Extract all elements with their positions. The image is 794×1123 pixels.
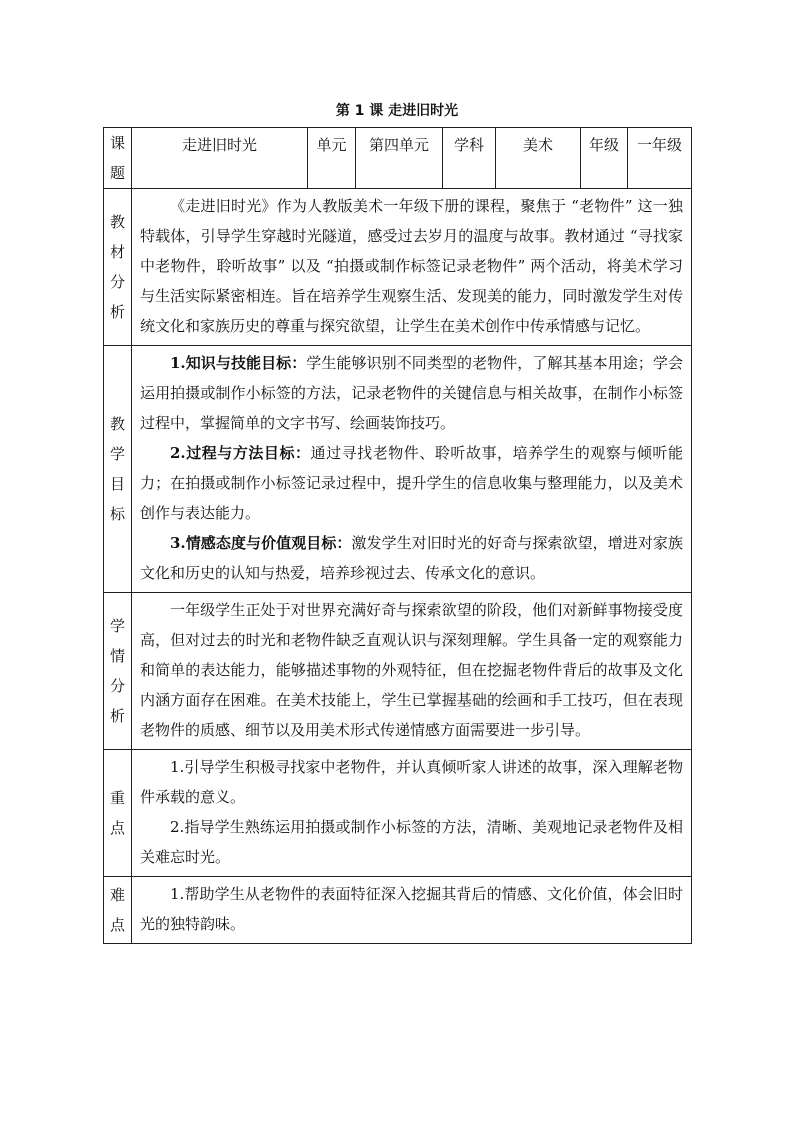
section-paragraph	[140, 438, 683, 528]
label-char: 标	[109, 505, 125, 523]
section-label	[104, 877, 132, 944]
label-char: 重	[109, 789, 125, 807]
header-row	[104, 128, 692, 189]
page-title: 第 1 课 走进旧时光	[335, 103, 459, 119]
label-char: 学	[109, 617, 125, 635]
paragraph-text: 1.引导学生积极寻找家中老物件，并认真倾听家人讲述的故事，深入理解老物件承载的意义。	[140, 758, 683, 806]
section-row-difficulties	[104, 877, 692, 944]
grade-label: 年级	[581, 128, 628, 189]
objective-heading: 1.知识与技能目标：	[170, 354, 307, 372]
section-content	[132, 750, 692, 877]
label-char: 情	[109, 647, 125, 665]
objective-heading: 3.情感态度与价值观目标：	[170, 534, 352, 552]
section-paragraph	[140, 879, 683, 939]
section-label	[104, 593, 132, 750]
topic-label	[104, 128, 132, 189]
paragraph-text: 激发学生对旧时光的好奇与探索欲望，增进对家族文化和历史的认知与热爱，培养珍视过去、传承文化的意识。	[140, 534, 683, 582]
paragraph-text: 通过寻找老物件、聆听故事，培养学生的观察与倾听能力；在拍摄或制作小标签记录过程中，提升学生的信息收集与整理能力，以及美术创作与表达能力。	[140, 444, 683, 522]
paragraph-text: 《走进旧时光》作为人教版美术一年级下册的课程，聚焦于 “老物件” 这一独特载体，引导学生穿越时光隧道，感受过去岁月的温度与故事。教材通过 “寻找家中老物件，聆听故事” 以及 “拍摄或制作标签记录老物件” 两个活动，将美术学习与生活实际紧密相连。旨在培养学生观察生活、发现美的能力，同时激发学生对传统文化和家族历史的尊重与探究欲望，让学生在美术创作中传承情感与记忆。	[140, 197, 683, 335]
section-content	[132, 346, 692, 593]
label-char: 题	[109, 164, 125, 182]
objective-heading: 2.过程与方法目标：	[170, 444, 311, 462]
label-char: 点	[109, 916, 125, 934]
label-char: 析	[109, 303, 125, 321]
paragraph-text: 2.指导学生熟练运用拍摄或制作小标签的方法，清晰、美观地记录老物件及相关难忘时光。	[140, 818, 683, 866]
section-row-learner-analysis	[104, 593, 692, 750]
label-char: 点	[109, 819, 125, 837]
label-char: 分	[109, 677, 125, 695]
section-paragraph	[140, 191, 683, 341]
grade-value: 一年级	[628, 128, 692, 189]
label-char: 分	[109, 273, 125, 291]
section-paragraph	[140, 348, 683, 438]
unit-label: 单元	[308, 128, 356, 189]
section-label	[104, 346, 132, 593]
label-char: 学	[109, 445, 125, 463]
section-label	[104, 189, 132, 346]
section-paragraph	[140, 528, 683, 588]
subject-label: 学科	[443, 128, 496, 189]
section-content	[132, 189, 692, 346]
label-char: 课	[109, 134, 125, 152]
unit-value: 第四单元	[356, 128, 443, 189]
paragraph-text: 学生能够识别不同类型的老物件，了解其基本用途；学会运用拍摄或制作小标签的方法，记录老物件的关键信息与相关故事，在制作小标签过程中，掌握简单的文字书写、绘画装饰技巧。	[140, 354, 683, 432]
label-char: 教	[109, 415, 125, 433]
section-content	[132, 877, 692, 944]
topic-value: 走进旧时光	[132, 128, 308, 189]
section-paragraph	[140, 752, 683, 812]
paragraph-text: 1.帮助学生从老物件的表面特征深入挖掘其背后的情感、文化价值，体会旧时光的独特韵味。	[140, 885, 683, 933]
section-content	[132, 593, 692, 750]
label-char: 难	[109, 886, 125, 904]
section-label	[104, 750, 132, 877]
label-char: 教	[109, 213, 125, 231]
section-paragraph	[140, 595, 683, 745]
subject-value: 美术	[496, 128, 581, 189]
section-row-key-points	[104, 750, 692, 877]
section-paragraph	[140, 812, 683, 872]
lesson-plan-table	[103, 127, 692, 944]
paragraph-text: 一年级学生正处于对世界充满好奇与探索欲望的阶段，他们对新鲜事物接受度高，但对过去的时光和老物件缺乏直观认识与深刻理解。学生具备一定的观察能力和简单的表达能力，能够描述事物的外观特征，但在挖掘老物件背后的故事及文化内涵方面存在困难。在美术技能上，学生已掌握基础的绘画和手工技巧，但在表现老物件的质感、细节以及用美术形式传递情感方面需要进一步引导。	[140, 601, 683, 739]
label-char: 目	[109, 475, 125, 493]
section-row-teaching-objectives	[104, 346, 692, 593]
section-row-textbook-analysis	[104, 189, 692, 346]
label-char: 材	[109, 243, 125, 261]
label-char: 析	[109, 707, 125, 725]
